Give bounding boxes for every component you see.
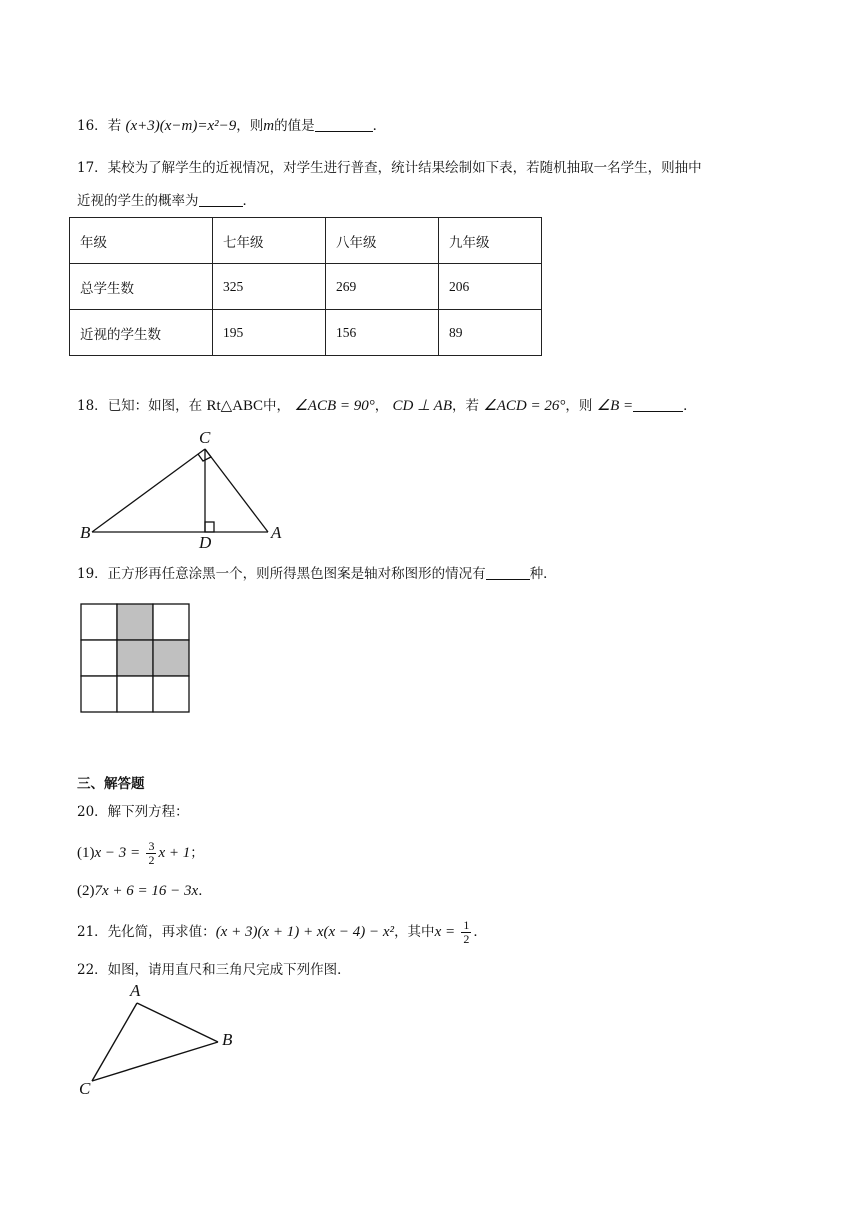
table-header-cell: 八年级	[326, 218, 439, 264]
label-A: A	[130, 981, 141, 1000]
question-22: 22．如图，请用直尺和三角尺完成下列作图．	[77, 962, 351, 978]
question-19-end: 种．	[529, 566, 557, 582]
table-cell: 195	[213, 310, 326, 356]
fraction-numerator: 1	[463, 918, 470, 932]
table-cell: 206	[439, 264, 542, 310]
table-cell: 总学生数	[70, 264, 213, 310]
segment-AB	[137, 1003, 218, 1042]
question-17-line2-text: 近视的学生的概率为	[77, 193, 199, 209]
table-header-cell: 年级	[70, 218, 213, 264]
question-18-condition-3: ∠ACD = 26°	[483, 398, 566, 414]
part-2-label: (2)	[77, 883, 95, 899]
question-16-expression: (x+3)(x−m)=x²−9	[125, 118, 237, 134]
question-21-pre: 21．先化简，再求值：	[77, 924, 216, 940]
fraction-denominator: 2	[463, 932, 470, 946]
question-18-end: ．	[683, 398, 697, 414]
question-18-sep-2: ，若	[452, 398, 480, 414]
part-1-label: (1)	[77, 845, 95, 861]
question-16-variable: m	[263, 118, 275, 134]
question-16-end: ．	[372, 118, 387, 134]
question-18-sep-1: ，	[374, 398, 389, 414]
part-1-left: x − 3 =	[94, 845, 141, 861]
part-2-expression: 7x + 6 = 16 − 3x	[94, 883, 199, 899]
label-B: B	[80, 523, 91, 542]
question-16-post: 的值是	[274, 118, 315, 134]
question-21-expression: (x + 3)(x + 1) + x(x − 4) − x²	[215, 924, 395, 940]
question-18-condition-1: ∠ACB = 90°	[294, 398, 375, 414]
label-D: D	[199, 533, 212, 552]
question-20-title: 20．解下列方程：	[77, 804, 189, 820]
question-18-text-mid: 中，	[263, 398, 291, 414]
label-C: C	[79, 1079, 91, 1098]
question-19-text: 19．正方形再任意涂黑一个，则所得黑色图案是轴对称图形的情况有	[77, 566, 486, 582]
table-cell: 325	[213, 264, 326, 310]
table-cell: 269	[326, 264, 439, 310]
table-header-cell: 九年级	[439, 218, 542, 264]
fraction-denominator: 2	[148, 853, 155, 867]
label-A: A	[271, 523, 282, 542]
question-16-number: 16．	[77, 118, 108, 134]
question-18-condition-2: CD ⊥ AB	[392, 398, 453, 414]
question-21-mid: ，其中	[394, 924, 435, 940]
label-C: C	[199, 428, 211, 447]
table-cell: 近视的学生数	[70, 310, 213, 356]
question-18-triangle: Rt△ABC	[206, 398, 264, 414]
question-21-end: ．	[473, 924, 487, 940]
section-heading: 三、解答题	[77, 776, 145, 792]
question-21-x-equals: x =	[434, 924, 456, 940]
table-cell: 89	[439, 310, 542, 356]
part-2-end: ．	[198, 883, 212, 899]
part-1-end: ；	[190, 845, 204, 861]
question-17-line2-end: ．	[242, 193, 256, 209]
question-18-text-pre: 已知：如图，在	[107, 398, 203, 414]
fraction-numerator: 3	[148, 839, 155, 853]
table-header-cell: 七年级	[213, 218, 326, 264]
part-1-right: x + 1	[158, 845, 191, 861]
table-cell: 156	[326, 310, 439, 356]
question-18-ask: ∠B =	[596, 398, 634, 414]
label-B: B	[222, 1030, 233, 1049]
question-16-mid: ，则	[236, 118, 264, 134]
question-18-number: 18．	[77, 398, 108, 414]
question-18-sep-3: ，则	[565, 398, 593, 414]
question-16-pre: 若	[107, 118, 122, 134]
question-17-line1: 17．某校为了解学生的近视情况，对学生进行普查，统计结果绘制如下表，若随机抽取一名学生，则抽中	[77, 160, 702, 176]
